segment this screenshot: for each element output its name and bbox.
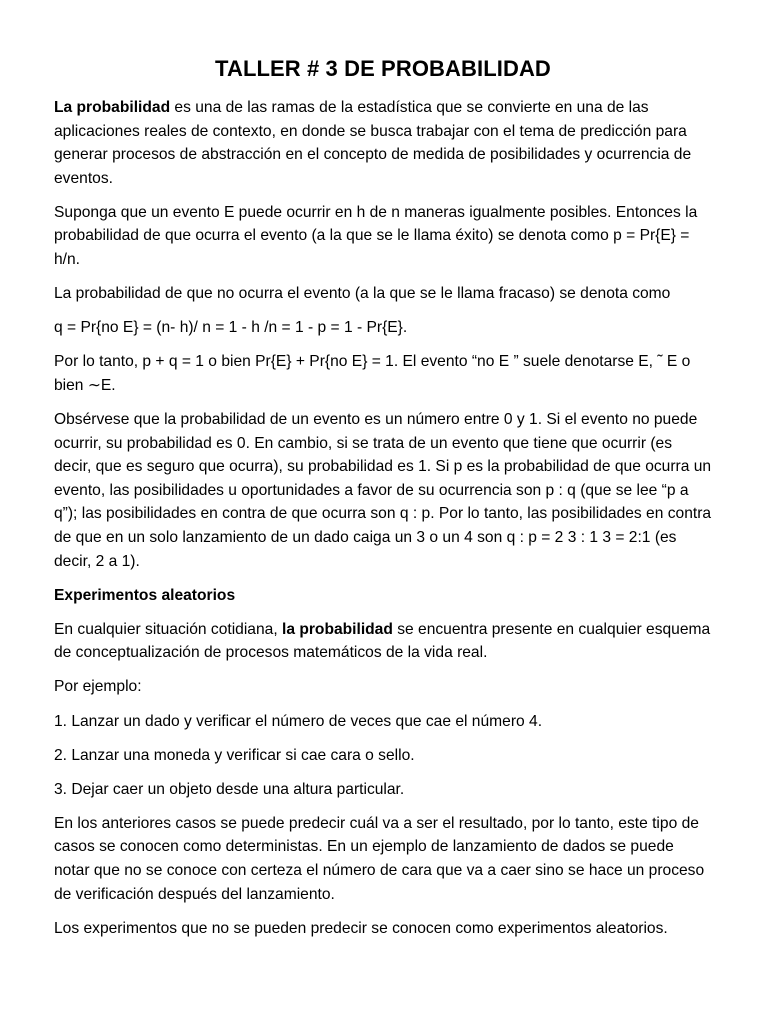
paragraph-deterministic: En los anteriores casos se puede predecir cuál va a ser el resultado, por lo tanto, este tipo de casos se conocen como deterministas. En un ejemplo de lanzamiento de dados se puede notar que no se conoce con certeza el número de cara que va a caer sino se hace un proceso de verificación después del lanzamiento. <box>54 814 705 903</box>
paragraph-formula: q = Pr{no E} = (n- h)/ n = 1 - h /n = 1 - p = 1 - Pr{E}. <box>54 319 408 337</box>
list-item: 3. Dejar caer un objeto desde una altura particular. <box>54 780 405 798</box>
paragraph-observation: Obsérvese que la probabilidad de un evento es un número entre 0 y 1. Si el evento no puede ocurrir, su probabilidad es 0. En cambio, si se trata de un evento que tiene que ocurrir (es decir, que es seguro que ocurra), su probabilidad es 1. Si p es la probabilidad de que ocurra un evento, las posibilidades u oportunidades a favor de su ocurrencia son p : q (que se lee “p a q”); las posibilidades en contra de que ocurra son q : p. Por lo tanto, las posibilidades en contra de que en un solo lanzamiento de un dado caiga un 3 o un 4 son q : p = 2 3 : 1 3 = 2:1 (es decir, 2 a 1). <box>54 411 712 570</box>
paragraph-failure: La probabilidad de que no ocurra el evento (a la que se le llama fracaso) se denota como <box>54 285 671 303</box>
paragraph-intro <box>54 96 712 190</box>
page-title: TALLER # 3 DE PROBABILIDAD <box>215 56 551 81</box>
paragraph-example-intro: Por ejemplo: <box>54 678 142 696</box>
paragraph-random: Los experimentos que no se pueden predecir se conocen como experimentos aleatorios. <box>54 919 668 937</box>
list-item: 1. Lanzar un dado y verificar el número de veces que cae el número 4. <box>54 712 543 730</box>
paragraph-everyday <box>54 618 712 665</box>
paragraph-text: En cualquier situación cotidiana, <box>54 620 282 638</box>
bold-term: La probabilidad <box>54 99 171 116</box>
paragraph-complement: Por lo tanto, p + q = 1 o bien Pr{E} + Pr{no E} = 1. El evento “no E ” suele denotarse E, ˜ E o bien ∼E. <box>54 353 691 394</box>
section-heading: Experimentos aleatorios <box>54 586 236 604</box>
list-item: 2. Lanzar una moneda y verificar si cae cara o sello. <box>54 746 415 764</box>
paragraph-text: es una de las ramas de la estadística que se convierte en una de las aplicaciones reales de contexto, en donde se busca trabajar con el tema de predicción para generar procesos de abstracción en el concepto de medida de posibilidades y ocurrencia de eventos. <box>54 99 692 187</box>
bold-term: la probabilidad <box>281 620 393 638</box>
paragraph-text: se encuentra presente en cualquier esquema de conceptualización de procesos matemáticos de la vida real. <box>54 620 711 662</box>
paragraph-definition: Suponga que un evento E puede ocurrir en h de n maneras igualmente posibles. Entonces la probabilidad de que ocurra el evento (a la que se le llama éxito) se denota como p = Pr{E} = h/n. <box>54 203 698 269</box>
